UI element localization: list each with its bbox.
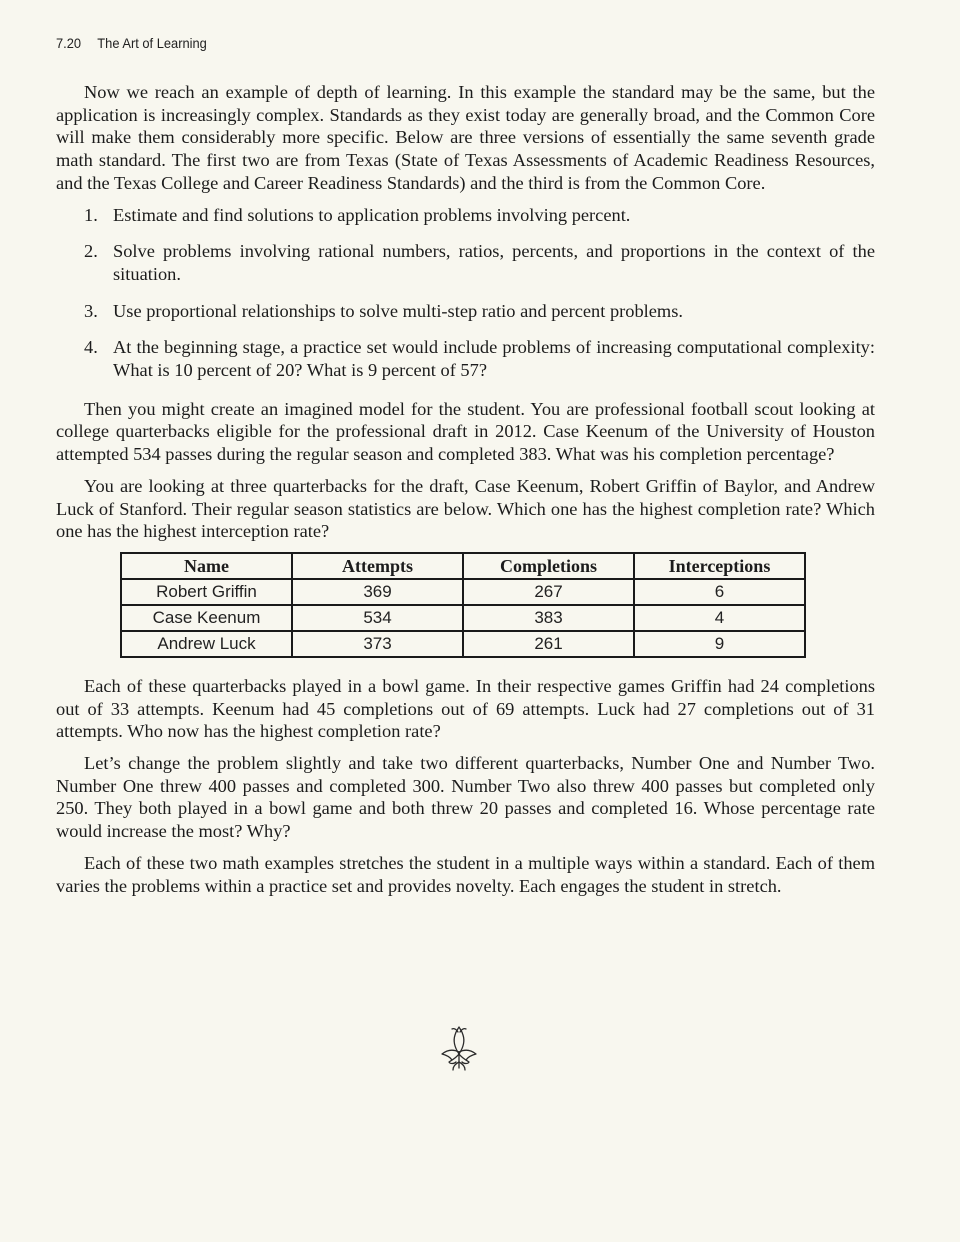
table-cell: 383 bbox=[463, 605, 634, 631]
list-number: 3. bbox=[84, 300, 98, 321]
column-header: Interceptions bbox=[634, 553, 805, 579]
list-number: 1. bbox=[84, 204, 98, 225]
list-text: Use proportional relationships to solve multi-step ratio and percent problems. bbox=[113, 300, 683, 321]
paragraph: Then you might create an imagined model for the student. You are professional football scout looking at college quarterbacks eligible for the professional draft in 2012. Case Keenum of the University of Houston attempted 534 passes during the regular season and completed 383. What was his completion percentage? bbox=[56, 398, 875, 465]
column-header: Name bbox=[121, 553, 292, 579]
table-cell: 534 bbox=[292, 605, 463, 631]
table-cell: 261 bbox=[463, 631, 634, 657]
paragraph: Let’s change the problem slightly and take two different quarterbacks, Number One and Number Two. Number One threw 400 passes and completed 300. Number Two also threw 400 passes but completed only 250. They both played in a bowl game and both threw 20 passes and completed 16. Whose percentage rate would increase the most? Why? bbox=[56, 753, 875, 842]
table-row bbox=[121, 631, 805, 657]
table-cell: 9 bbox=[634, 631, 805, 657]
book-title: The Art of Learning bbox=[97, 35, 207, 51]
standards-list bbox=[56, 204, 875, 382]
list-item bbox=[56, 336, 875, 381]
paragraph: You are looking at three quarterbacks for the draft, Case Keenum, Robert Griffin of Baylor, and Andrew Luck of Stanford. Their regular season statistics are below. Which one has the highest completion rate? Which one has the highest interception rate? bbox=[56, 475, 875, 542]
table-cell: 373 bbox=[292, 631, 463, 657]
list-item bbox=[56, 204, 875, 227]
quarterback-stats-table bbox=[120, 552, 806, 658]
paragraph: Now we reach an example of depth of learning. In this example the standard may be the same, but the application is increasingly complex. Standards as they exist today are generally broad, and the Common Core will make them considerably more specific. Below are three versions of essentially the same seventh grade math standard. The first two are from Texas (State of Texas Assessments of Academic Readiness Resources, and the Texas College and Career Readiness Standards) and the third is from the Common Core. bbox=[56, 82, 875, 193]
paragraph: Each of these two math examples stretches the student in a multiple ways within a standard. Each of them varies the problems within a practice set and provides novelty. Each engages the student in stretch. bbox=[56, 852, 875, 896]
table-cell: 369 bbox=[292, 579, 463, 605]
table-row bbox=[121, 605, 805, 631]
list-text: Estimate and find solutions to application problems involving percent. bbox=[113, 204, 631, 225]
list-item bbox=[56, 240, 875, 285]
iris-flower-ornament-icon bbox=[438, 1024, 480, 1072]
list-text: Solve problems involving rational numbers, ratios, percents, and proportions in the context of the situation. bbox=[113, 241, 875, 284]
table-row bbox=[121, 579, 805, 605]
list-number: 4. bbox=[84, 337, 98, 358]
table-header-row bbox=[121, 553, 805, 579]
list-number: 2. bbox=[84, 241, 98, 262]
running-header bbox=[56, 35, 207, 51]
page-number: 7.20 bbox=[56, 35, 82, 51]
list-item bbox=[56, 300, 875, 323]
table-cell: 4 bbox=[634, 605, 805, 631]
body-text bbox=[56, 81, 875, 906]
table-cell: Case Keenum bbox=[121, 605, 292, 631]
column-header: Attempts bbox=[292, 553, 463, 579]
paragraph: Each of these quarterbacks played in a bowl game. In their respective games Griffin had 24 completions out of 33 attempts. Keenum had 45 completions out of 69 attempts. Luck had 27 completions out of 31 attempts. Who now has the highest completion rate? bbox=[56, 675, 875, 742]
table-cell: Robert Griffin bbox=[121, 579, 292, 605]
table-cell: 6 bbox=[634, 579, 805, 605]
table-cell: Andrew Luck bbox=[121, 631, 292, 657]
column-header: Completions bbox=[463, 553, 634, 579]
table-cell: 267 bbox=[463, 579, 634, 605]
list-text: At the beginning stage, a practice set would include problems of increasing computational complexity: What is 10 percent of 20? What is 9 percent of 57? bbox=[113, 337, 875, 381]
